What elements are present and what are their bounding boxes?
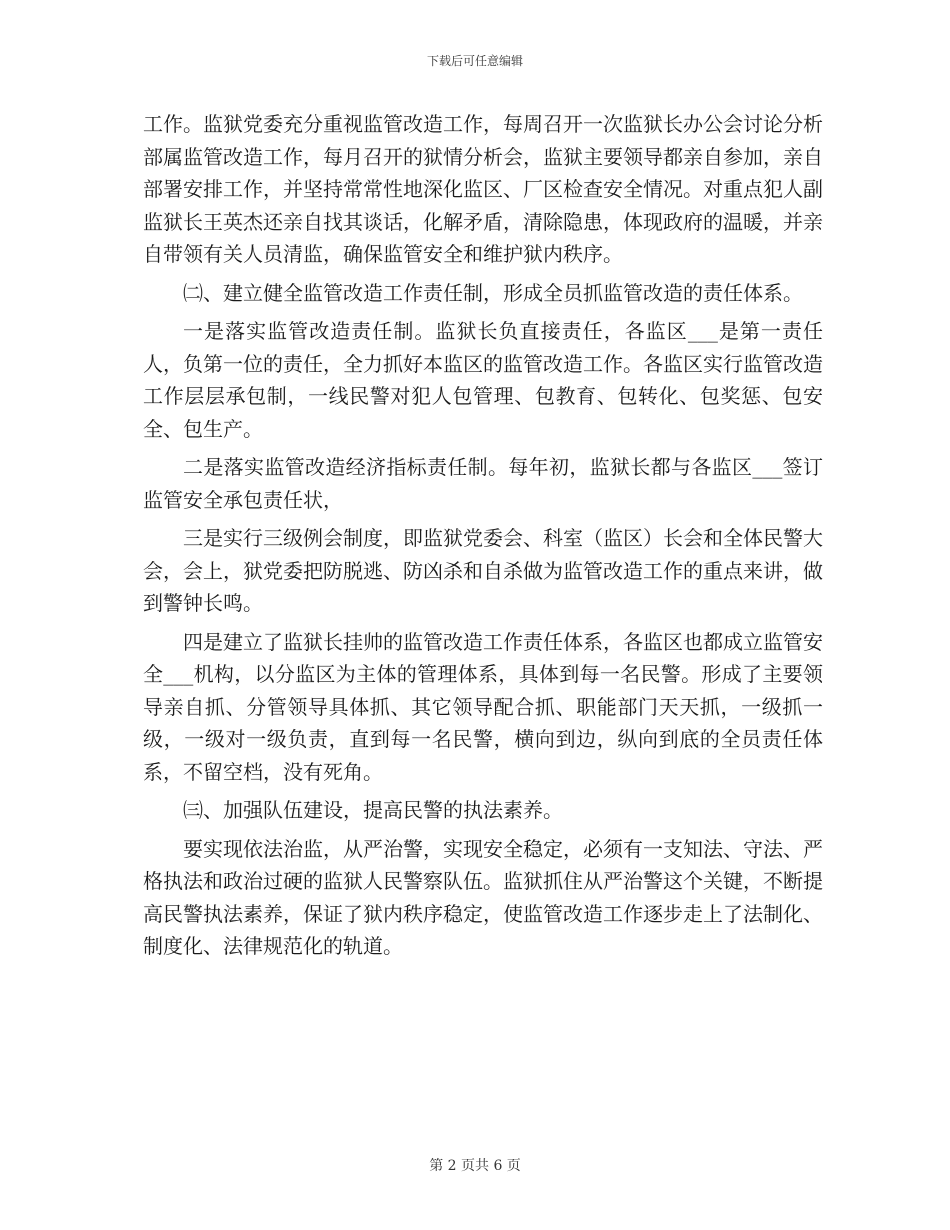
document-body — [143, 108, 823, 969]
paragraph-item-3: 三是实行三级例会制度，即监狱党委会、科室（监区）长会和全体民警大会，会上，狱党委把防脱逃、防凶杀和自杀做为监管改造工作的重点来讲，做到警钟长鸣。 — [143, 526, 823, 615]
section-heading-3: ㈢、加强队伍建设，提高民警的执法素养。 — [183, 798, 563, 822]
paragraph-continuation: 工作。监狱党委充分重视监管改造工作，每周召开一次监狱长办公会讨论分析部属监管改造工作，每月召开的狱情分析会，监狱主要领导都亲自参加，亲自部署安排工作，并坚持常常性地深化监区、厂区检查安全情况。对重点犯人副监狱长王英杰还亲自找其谈话，化解矛盾，清除隐患，体现政府的温暖，并亲自带领有关人员清监，确保监管安全和维护狱内秩序。 — [143, 112, 823, 266]
section-heading-2: ㈡、建立健全监管改造工作责任制，形成全员抓监管改造的责任体系。 — [183, 280, 803, 305]
paragraph-item-1: 一是落实监管改造责任制。监狱长负直接责任，各监区___是第一责任人，负第一位的责任，全力抓好本监区的监管改造工作。各监区实行监管改造工作层层承包制，一线民警对犯人包管理、包教育、包转化、包奖惩、包安全、包生产。 — [143, 319, 823, 441]
page-header: 下载后可任意编辑 — [426, 54, 523, 68]
paragraph-item-2: 二是落实监管改造经济指标责任制。每年初，监狱长都与各监区___签订监管安全承包责任状， — [143, 455, 823, 512]
paragraph-item-4: 四是建立了监狱长挂帅的监管改造工作责任体系，各监区也都成立监管安全___机构，以分监区为主体的管理体系，具体到每一名民警。形成了主要领导亲自抓、分管领导具体抓、其它领导配合抓、职能部门天天抓，一级抓一级，一级对一级负责，直到每一名民警，横向到边，纵向到底的全员责任体系，不留空档，没有死角。 — [143, 629, 823, 784]
paragraph-body: 要实现依法治监，从严治警，实现安全稳定，必须有一支知法、守法、严格执法和政治过硬的监狱人民警察队伍。监狱抓住从严治警这个关键，不断提高民警执法素养，保证了狱内秩序稳定，使监管改造工作逐步走上了法制化、制度化、法律规范化的轨道。 — [143, 836, 823, 958]
page-number: 第 2 页共 6 页 — [429, 1158, 521, 1174]
